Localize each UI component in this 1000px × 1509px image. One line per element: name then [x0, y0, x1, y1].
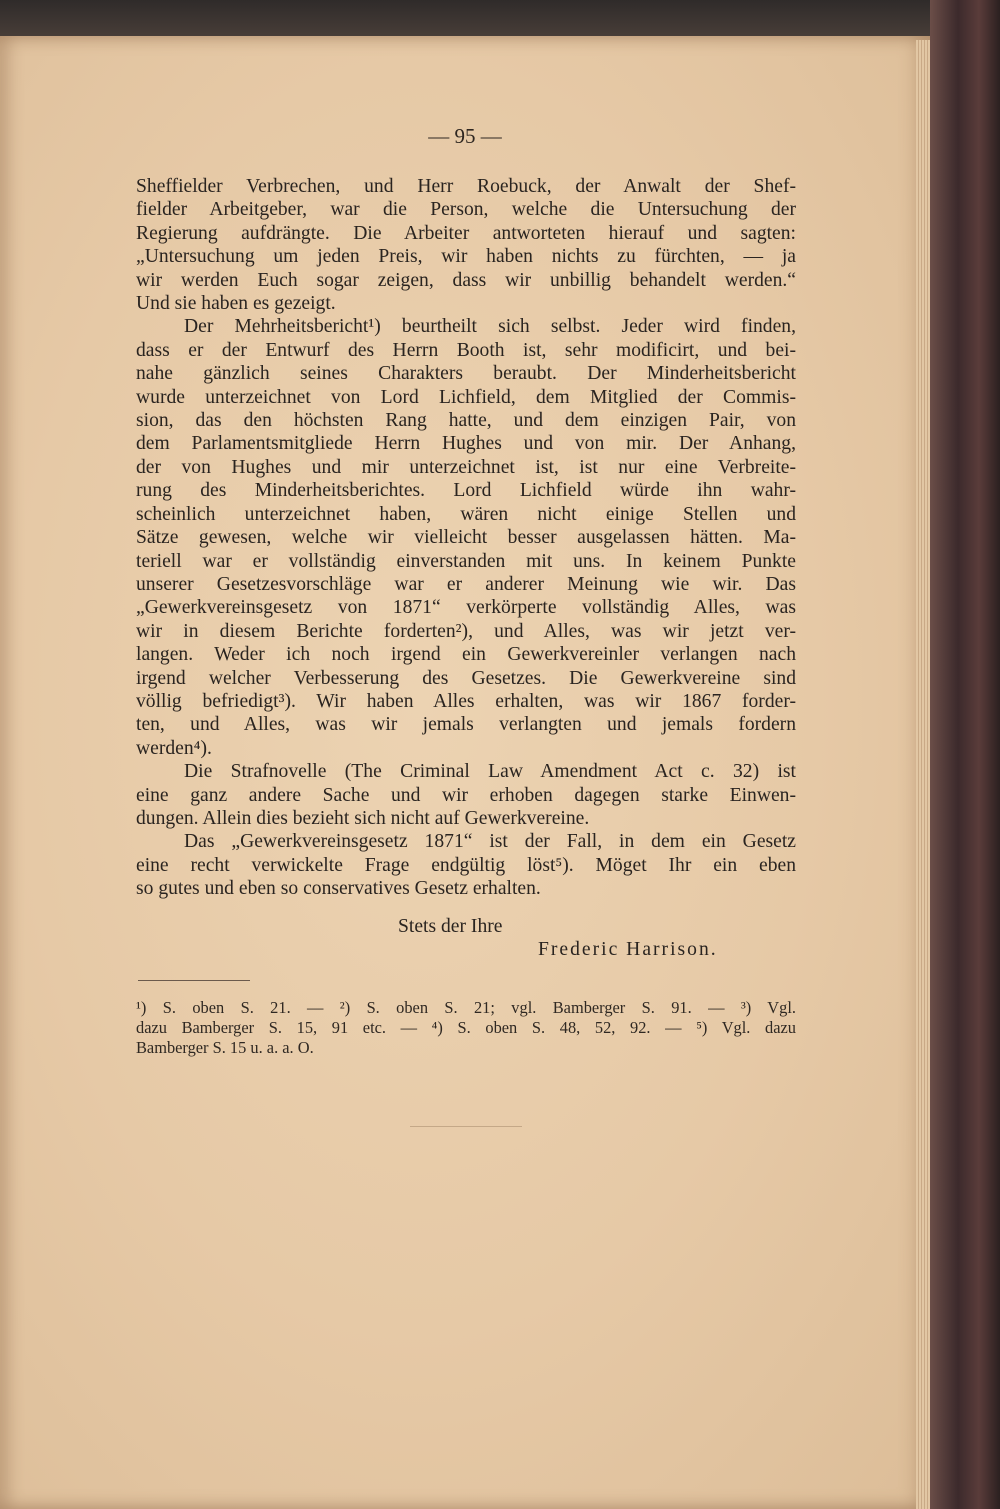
- text-line: rung des Minderheitsberichtes. Lord Lichfield würde ihn wahr-: [136, 480, 796, 502]
- text-line: so gutes und eben so conservatives Gesetz erhalten.: [136, 878, 541, 900]
- text-line: Sätze gewesen, welche wir vielleicht besser ausgelassen hätten. Ma-: [136, 527, 796, 549]
- letter-signature: Frederic Harrison.: [538, 939, 718, 960]
- text-line: fielder Arbeitgeber, war die Person, welche die Untersuchung der: [136, 199, 796, 221]
- text-line: „Gewerkvereinsgesetz von 1871“ verkörperte vollständig Alles, was: [136, 597, 796, 619]
- text-line: Und sie haben es gezeigt.: [136, 293, 336, 315]
- text-line: Regierung aufdrängte. Die Arbeiter antworteten hierauf und sagten:: [136, 222, 796, 244]
- text-line: unserer Gesetzesvorschläge war er anderer Meinung wie wir. Das: [136, 573, 796, 595]
- text-line: eine ganz andere Sache und wir erhoben dagegen starke Einwen-: [136, 784, 796, 806]
- text-line: irgend welcher Verbesserung des Gesetzes. Die Gewerkvereine sind: [136, 667, 796, 689]
- text-line: Sheffielder Verbrechen, und Herr Roebuck, der Anwalt der Shef-: [136, 176, 796, 197]
- text-line: dass er der Entwurf des Herrn Booth ist, sehr modificirt, und bei-: [136, 339, 796, 361]
- footnote-line: Bamberger S. 15 u. a. a. O.: [136, 1038, 314, 1057]
- text-line: nahe gänzlich seines Charakters beraubt. Der Minderheitsbericht: [136, 363, 796, 385]
- book-cover-top: [0, 0, 1000, 40]
- text-line: langen. Weder ich noch irgend ein Gewerkvereinler verlangen nach: [136, 644, 796, 666]
- text-line: Der Mehrheitsbericht¹) beurtheilt sich selbst. Jeder wird finden,: [184, 316, 796, 338]
- text-line: sion, das den höchsten Rang hatte, und dem einzigen Pair, von: [136, 410, 796, 432]
- page-number: — 95 —: [428, 124, 502, 148]
- footnotes: [136, 998, 796, 1058]
- text-line: scheinlich unterzeichnet haben, wären nicht einige Stellen und: [136, 503, 796, 525]
- body-text: [136, 175, 796, 901]
- letter-closing: Stets der Ihre: [398, 916, 503, 937]
- text-line: eine recht verwickelte Frage endgültig löst⁵). Möget Ihr ein eben: [136, 854, 796, 876]
- text-line: der von Hughes und mir unterzeichnet ist, ist nur eine Verbreite-: [136, 456, 796, 478]
- text-line: Die Strafnovelle (The Criminal Law Amendment Act c. 32) ist: [184, 761, 796, 783]
- text-line: „Untersuchung um jeden Preis, wir haben nichts zu fürchten, — ja: [136, 246, 796, 268]
- text-line: völlig befriedigt³). Wir haben Alles erhalten, was wir 1867 forder-: [136, 690, 796, 712]
- text-line: wurde unterzeichnet von Lord Lichfield, dem Mitglied der Commis-: [136, 386, 796, 408]
- text-line: dem Parlamentsmitgliede Herrn Hughes und von mir. Der Anhang,: [136, 433, 796, 455]
- faint-rule: [410, 1126, 522, 1127]
- footnote-line: dazu Bamberger S. 15, 91 etc. — ⁴) S. oben S. 48, 52, 92. — ⁵) Vgl. dazu: [136, 1018, 796, 1037]
- text-line: Das „Gewerkvereinsgesetz 1871“ ist der Fall, in dem ein Gesetz: [184, 831, 796, 853]
- book-cover-edge: [930, 0, 1000, 1509]
- page-edges: [916, 40, 930, 1509]
- text-line: wir in diesem Berichte forderten²), und Alles, was wir jetzt ver-: [136, 620, 796, 642]
- text-line: teriell war er vollständig einverstanden mit uns. In keinem Punkte: [136, 550, 796, 572]
- text-line: werden⁴).: [136, 737, 212, 759]
- text-line: ten, und Alles, was wir jemals verlangten und jemals fordern: [136, 714, 796, 736]
- footnote-divider: [138, 980, 250, 981]
- footnote-line: ¹) S. oben S. 21. — ²) S. oben S. 21; vgl. Bamberger S. 91. — ³) Vgl.: [136, 998, 796, 1017]
- text-line: dungen. Allein dies bezieht sich nicht auf Gewerkvereine.: [136, 807, 590, 829]
- text-line: wir werden Euch sogar zeigen, dass wir unbillig behandelt werden.“: [136, 269, 796, 291]
